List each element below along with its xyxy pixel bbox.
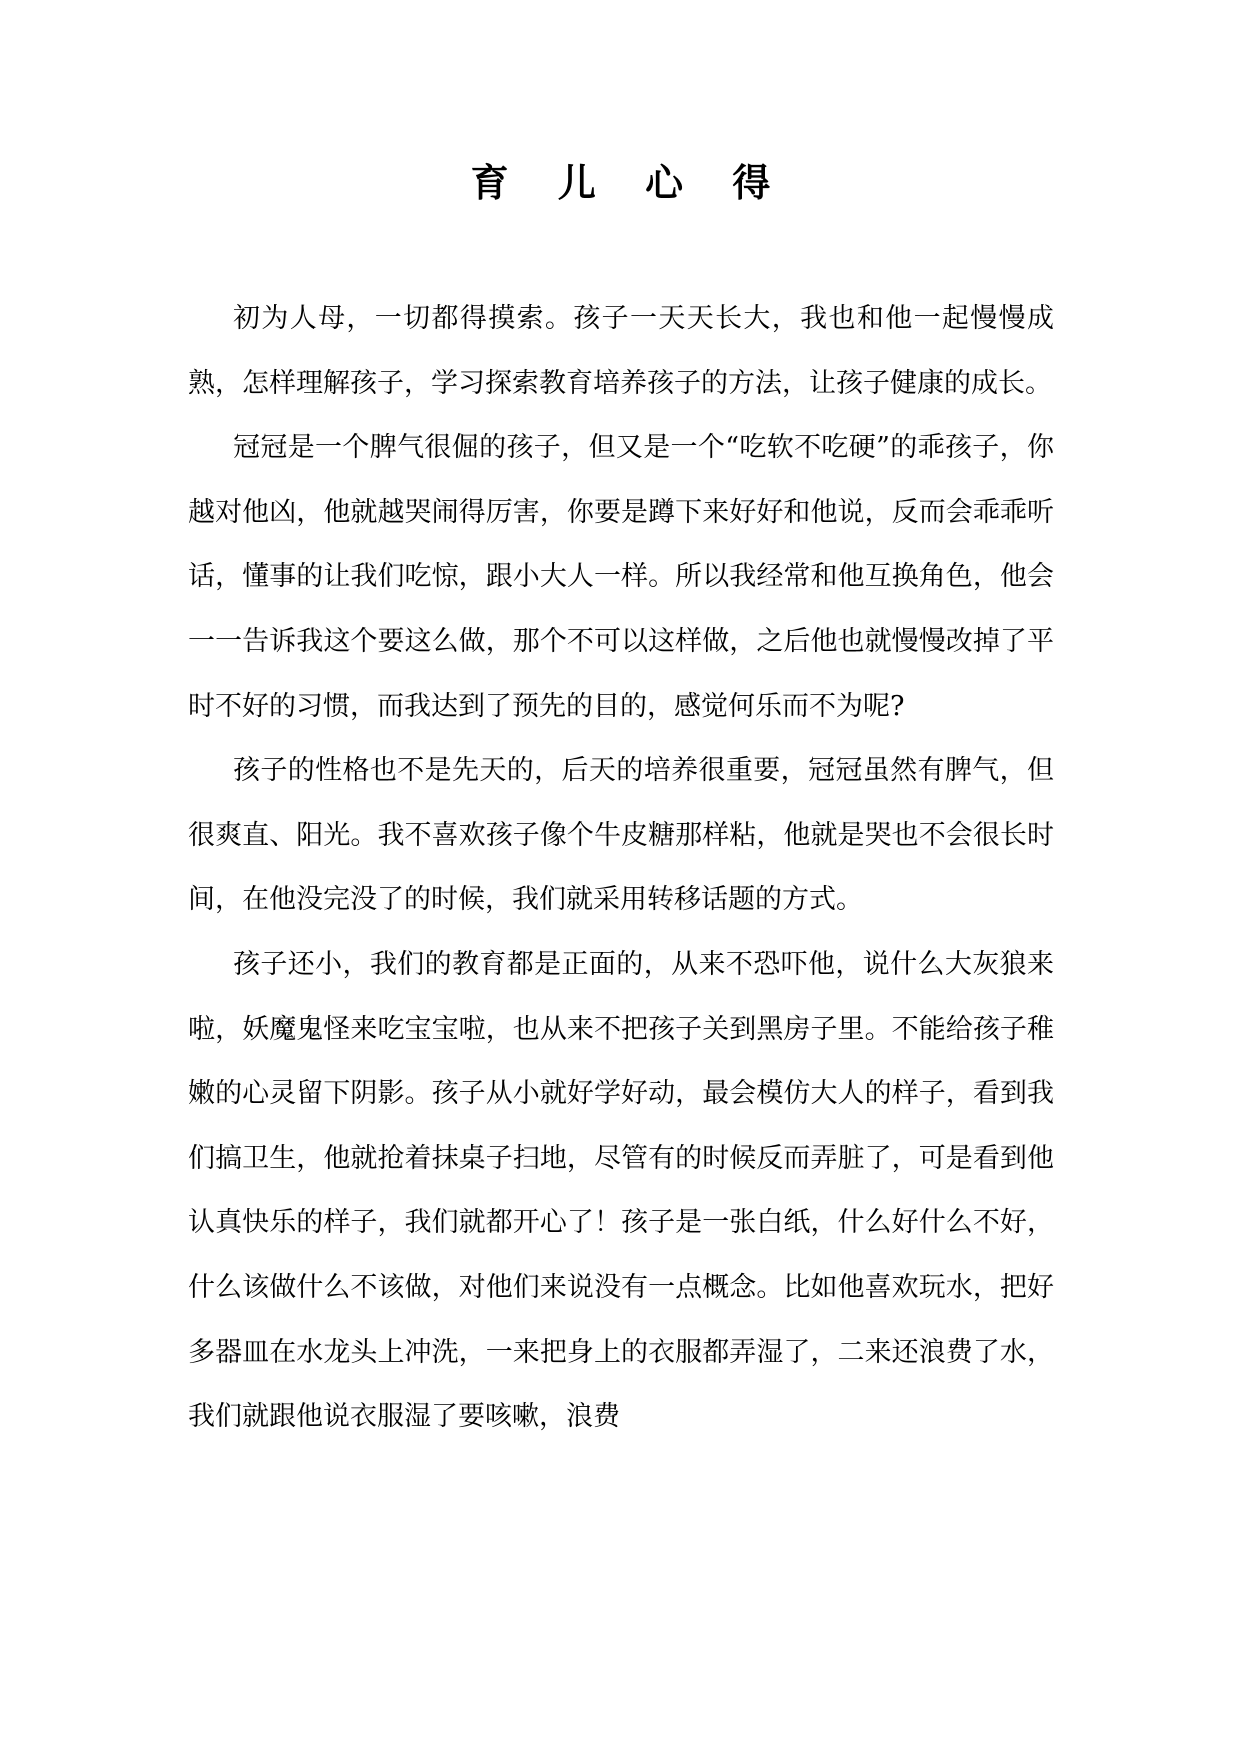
paragraph-4: 孩子还小，我们的教育都是正面的，从来不恐吓他，说什么大灰狼来啦，妖魔鬼怪来吃宝宝啦，也从来不把孩子关到黑房子里。不能给孩子稚嫩的心灵留下阴影。孩子从小就好学好动，最会模仿大人的样子，看到我们搞卫生，他就抢着抹桌子扫地，尽管有的时候反而弄脏了，可是看到他认真快乐的样子，我们就都开心了！孩子是一张白纸，什么好什么不好，什么该做什么不该做，对他们来说没有一点概念。比如他喜欢玩水，把好多器皿在水龙头上冲洗，一来把身上的衣服都弄湿了，二来还浪费了水，我们就跟他说衣服湿了要咳嗽，浪费: [188, 948, 1054, 1433]
document-title: 育 儿 心 得: [470, 161, 789, 205]
paragraph-3: 孩子的性格也不是先天的，后天的培养很重要，冠冠虽然有脾气，但很爽直、阳光。我不喜欢孩子像个牛皮糖那样粘，他就是哭也不会很长时间，在他没完没了的时候，我们就采用转移话题的方式。: [188, 755, 1054, 916]
paragraph-1: 初为人母，一切都得摸索。孩子一天天长大，我也和他一起慢慢成熟，怎样理解孩子，学习探索教育培养孩子的方法，让孩子健康的成长。: [188, 303, 1054, 399]
document-body: [188, 287, 1054, 1450]
paragraph-2: 冠冠是一个脾气很倔的孩子，但又是一个“吃软不吃硬”的乖孩子，你越对他凶，他就越哭闹得厉害，你要是蹲下来好好和他说，反而会乖乖听话，懂事的让我们吃惊，跟小大人一样。所以我经常和他互换角色，他会一一告诉我这个要这么做，那个不可以这样做，之后他也就慢慢改掉了平时不好的习惯，而我达到了预先的目的，感觉何乐而不为呢?: [188, 432, 1054, 722]
